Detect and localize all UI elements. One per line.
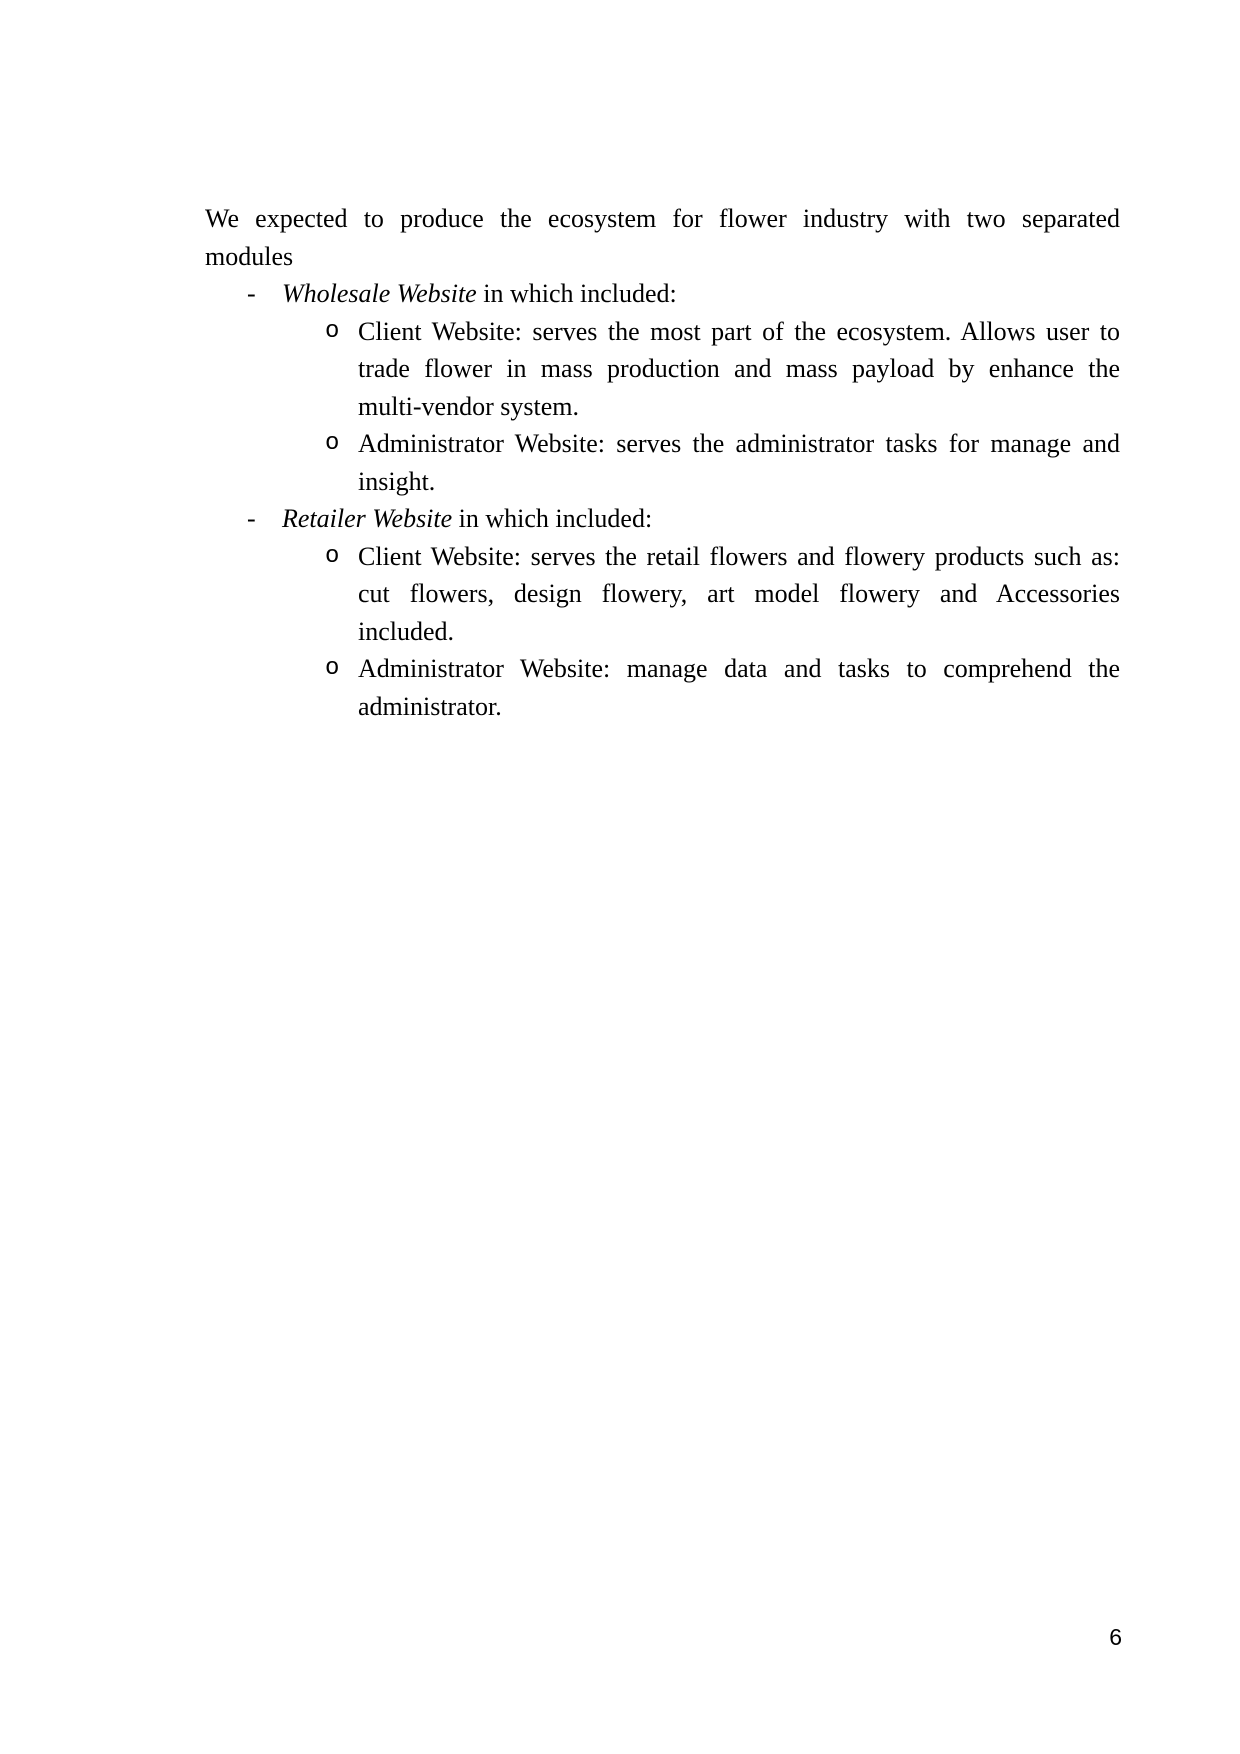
bullet-item-wholesale bbox=[205, 275, 1120, 313]
document-body bbox=[205, 200, 1120, 725]
bullet-item-retailer bbox=[205, 500, 1120, 538]
paragraph-line: Administrator Website: manage data and tasks to comprehend the bbox=[358, 654, 1120, 683]
bullet-title-italic: Retailer Website bbox=[282, 504, 453, 533]
paragraph-line: Client Website: serves the retail flowers and flowery products such as: bbox=[358, 541, 1120, 571]
paragraph-line: trade flower in mass production and mass payload by enhance the bbox=[358, 354, 1120, 383]
paragraph-line: Administrator Website: serves the administrator tasks for manage and bbox=[358, 429, 1120, 458]
paragraph-line: included. bbox=[358, 616, 455, 646]
circle-bullet-marker: o bbox=[325, 542, 340, 570]
intro-paragraph bbox=[205, 200, 1120, 275]
bullet-title-rest: in which included: bbox=[452, 504, 653, 533]
bullet-title-line bbox=[282, 275, 1120, 313]
paragraph-line: administrator. bbox=[358, 691, 502, 721]
bullet-title-italic: Wholesale Website bbox=[282, 279, 477, 308]
circle-bullet-marker: o bbox=[325, 317, 340, 345]
sub-bullet-retailer-admin bbox=[205, 650, 1120, 725]
paragraph-line: Client Website: serves the most part of the ecosystem. Allows user to bbox=[358, 316, 1120, 346]
paragraph-line: modules bbox=[205, 241, 294, 271]
bullet-title-line bbox=[282, 500, 1120, 538]
bullet-title-rest: in which included: bbox=[476, 279, 677, 308]
page-number: 6 bbox=[1109, 1624, 1122, 1650]
paragraph-line: multi-vendor system. bbox=[358, 391, 579, 421]
circle-bullet-marker: o bbox=[325, 430, 340, 457]
circle-bullet-marker: o bbox=[325, 655, 340, 682]
paragraph-line: cut flowers, design flowery, art model flowery and Accessories bbox=[358, 579, 1120, 608]
dash-bullet-marker: - bbox=[247, 504, 256, 533]
sub-bullet-retailer-client bbox=[205, 538, 1120, 651]
sub-bullet-wholesale-client bbox=[205, 313, 1120, 426]
dash-bullet-marker: - bbox=[247, 279, 256, 308]
paragraph-line: We expected to produce the ecosystem for flower industry with two separated bbox=[205, 204, 1120, 233]
paragraph-line: insight. bbox=[358, 466, 436, 496]
sub-bullet-wholesale-admin bbox=[205, 425, 1120, 500]
